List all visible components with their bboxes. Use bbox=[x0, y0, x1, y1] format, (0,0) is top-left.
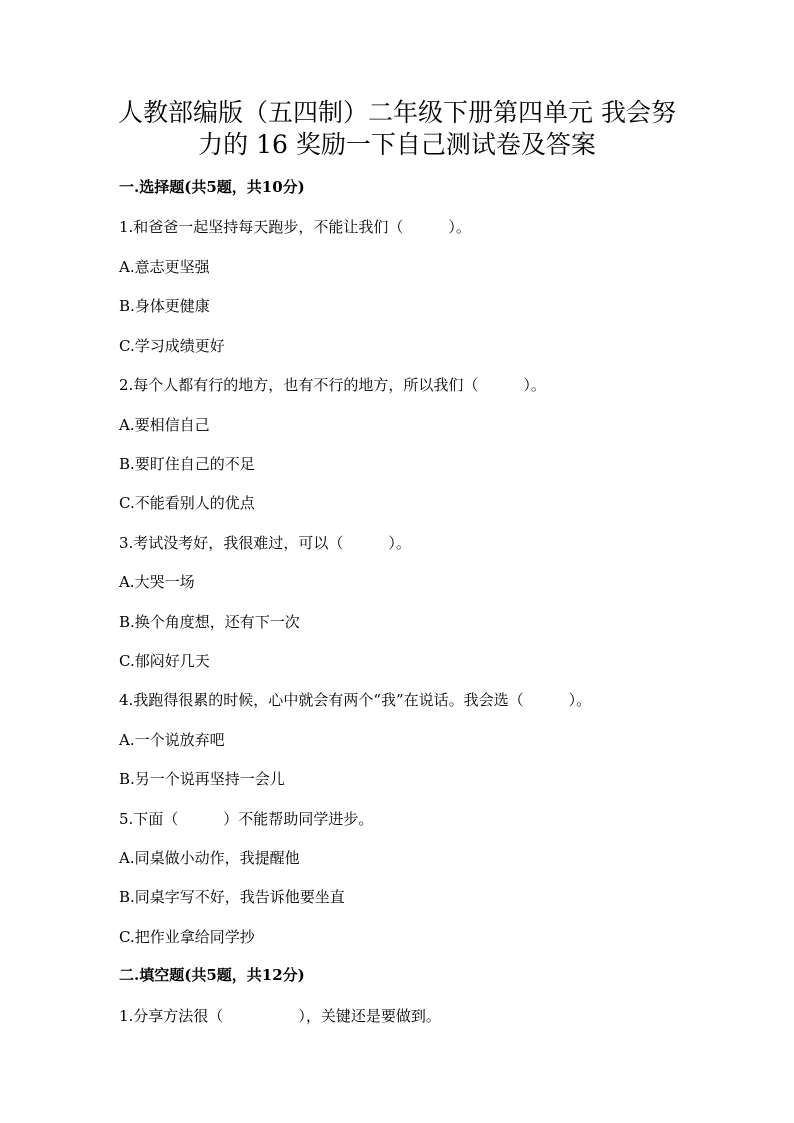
option-3a: A.大哭一场 bbox=[119, 573, 195, 591]
fill-question-1: 1.分享方法很（ ），关键还是要做到。 bbox=[119, 1007, 441, 1025]
option-2b: B.要盯住自己的不足 bbox=[119, 455, 255, 473]
question-3: 3.考试没考好，我很难过，可以（ ）。 bbox=[119, 534, 411, 552]
option-4a: A.一个说放弃吧 bbox=[119, 731, 225, 749]
question-2: 2.每个人都有行的地方，也有不行的地方，所以我们（ ）。 bbox=[119, 376, 546, 394]
question-5: 5.下面（ ）不能帮助同学进步。 bbox=[119, 810, 374, 828]
option-4b: B.另一个说再坚持一会儿 bbox=[119, 770, 285, 788]
question-1: 1.和爸爸一起坚持每天跑步，不能让我们（ ）。 bbox=[119, 218, 471, 236]
option-1a: A.意志更坚强 bbox=[119, 258, 210, 276]
section-heading-fill: 二.填空题(共5题，共12分) bbox=[119, 966, 305, 984]
option-1b: B.身体更健康 bbox=[119, 297, 210, 315]
option-3b: B.换个角度想，还有下一次 bbox=[119, 613, 300, 631]
option-5c: C.把作业拿给同学抄 bbox=[119, 928, 255, 946]
option-5b: B.同桌字写不好，我告诉他要坐直 bbox=[119, 888, 345, 906]
option-1c: C.学习成绩更好 bbox=[119, 337, 225, 355]
option-2c: C.不能看别人的优点 bbox=[119, 494, 255, 512]
title-line-2: 力的 16 奖励一下自己测试卷及答案 bbox=[198, 130, 596, 159]
question-4: 4.我跑得很累的时候，心中就会有两个“我”在说话。我会选（ ）。 bbox=[119, 691, 592, 709]
option-5a: A.同桌做小动作，我提醒他 bbox=[119, 849, 300, 867]
section-heading-choice: 一.选择题(共5题，共10分) bbox=[119, 178, 305, 196]
option-3c: C.郁闷好几天 bbox=[119, 652, 210, 670]
title-line-1: 人教部编版（五四制）二年级下册第四单元 我会努 bbox=[118, 98, 676, 127]
option-2a: A.要相信自己 bbox=[119, 416, 210, 434]
